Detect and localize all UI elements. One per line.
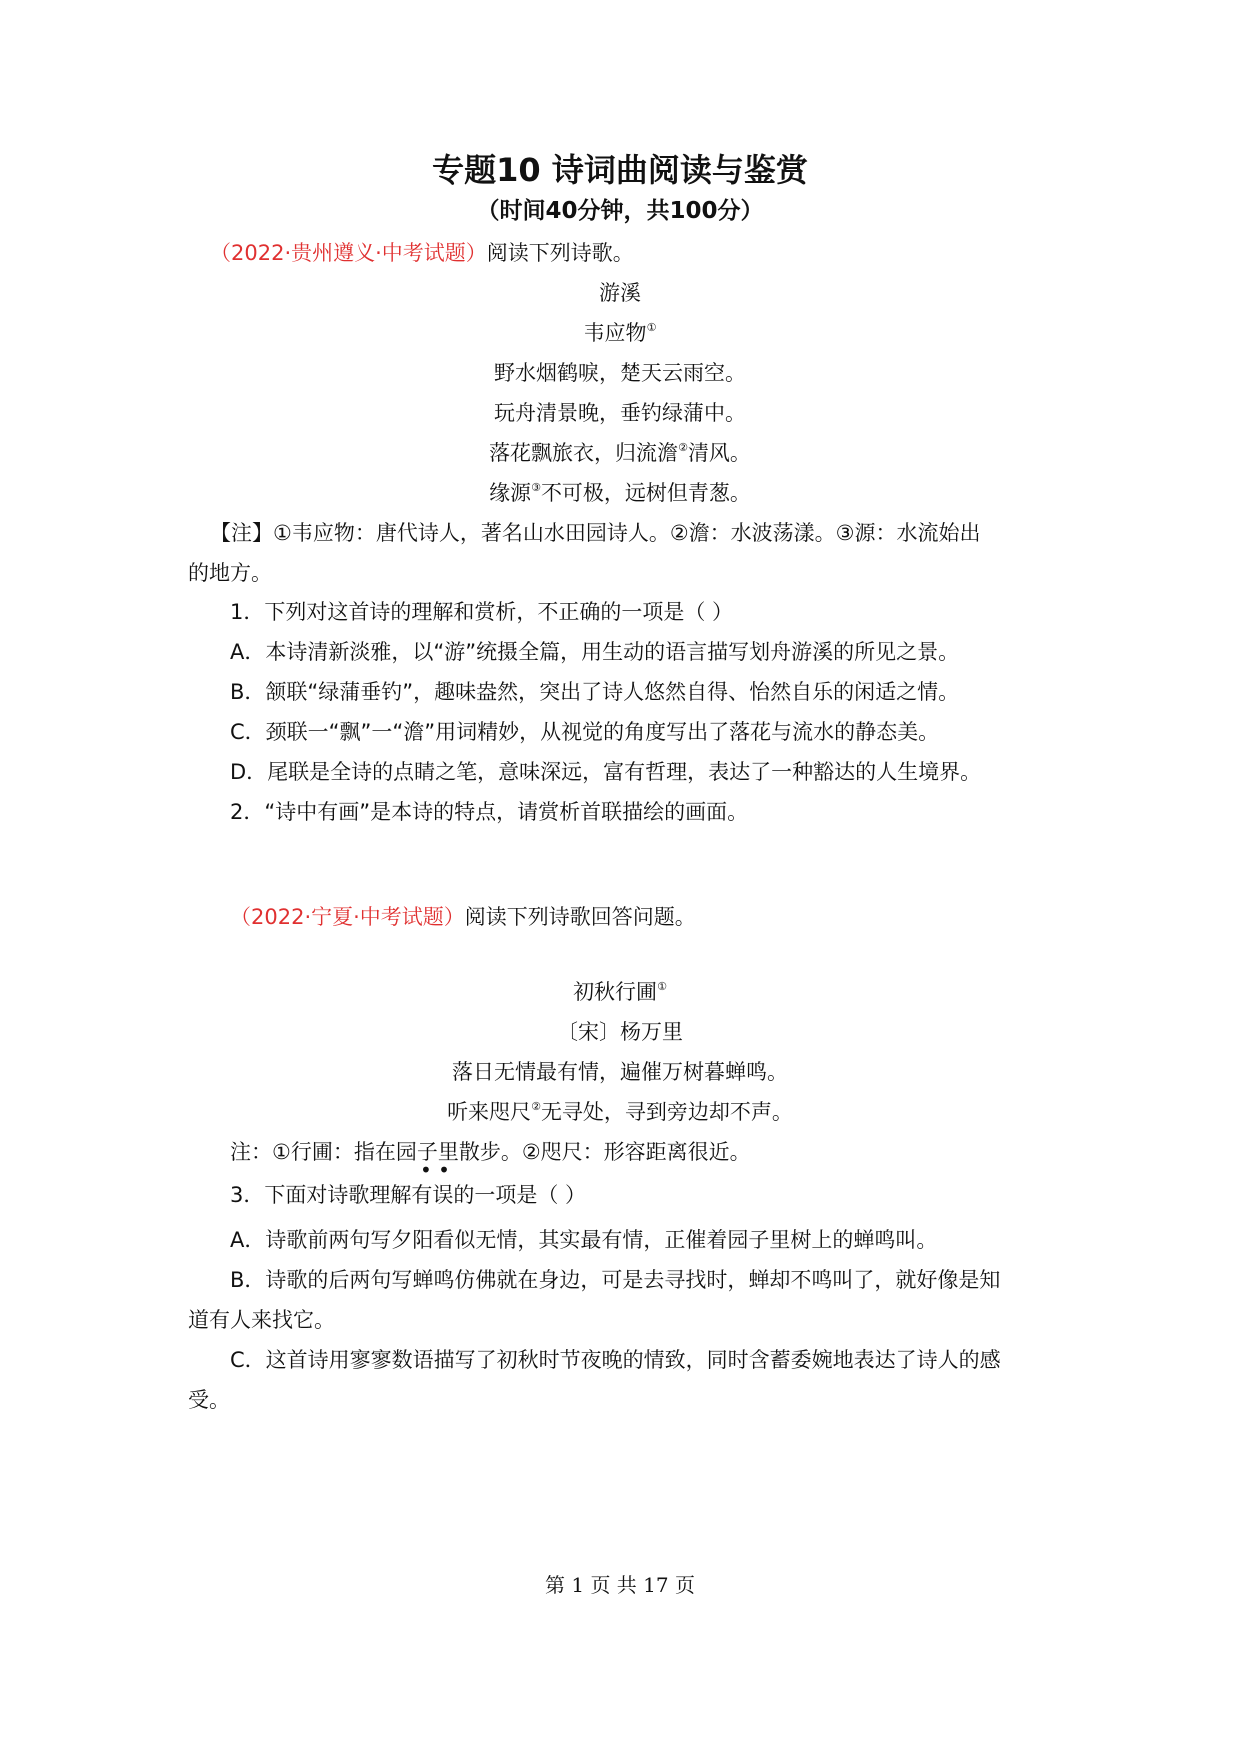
question-3-option-b: B．诗歌的后两句写蝉鸣仿佛就在身边，可是去寻找时，蝉却不鸣叫了，就好像是知 [230,1268,1001,1292]
question-3-option-b-continued: 道有人来找它。 [188,1308,335,1332]
question-1-option-c: C．颈联一“飘”一“澹”用词精妙，从视觉的角度写出了落花与流水的静态美。 [230,720,940,744]
poem2-line-1: 落日无情最有情，遍催万树暮蝉鸣。 [452,1060,788,1084]
poem1-line-2: 玩舟清景晚，垂钓绿蒲中。 [494,401,746,425]
question-2: 2．“诗中有画”是本诗的特点，请赏析首联描绘的画面。 [230,800,749,824]
question-3: 3．下面对诗歌理解有误的一项是（ ） [230,1183,587,1207]
poem2-line-2 [0,1097,1240,1127]
poem2-line-2-text-a: 听来咫尺 [447,1100,532,1124]
section1-source: （2022·贵州遵义·中考试题） [210,241,487,265]
poem2-title-line [0,977,1240,1007]
poem1-line-4-text-b: 不可极，远树但青葱。 [540,481,751,505]
poem1-line-4 [0,478,1240,508]
footnote-marker: ② [678,441,688,454]
poem1-line-3 [0,438,1240,468]
poem1-line-1: 野水烟鹤唳，楚天云雨空。 [494,361,746,385]
section2-header [230,902,696,932]
poem1-line-3-text-b: 清风。 [687,441,751,465]
question-3-option-c-continued: 受。 [188,1388,230,1412]
footnote-marker: ③ [531,481,541,494]
poem1-author-line [0,318,1240,348]
question-1-option-a: A．本诗清新淡雅，以“游”统摄全篇，用生动的语言描写划舟游溪的所见之景。 [230,640,960,664]
poem1-line-3-text-a: 落花飘旅衣，归流澹 [489,441,679,465]
section2-instruction: 阅读下列诗歌回答问题。 [464,905,696,929]
footnote-marker: ① [657,980,667,993]
footnote-marker: ② [531,1100,541,1113]
question-1-option-b: B．颔联“绿蒲垂钓”，趣味盎然，突出了诗人悠然自得、怡然自乐的闲适之情。 [230,680,960,704]
section1-header [210,238,634,268]
question-3-option-a: A．诗歌前两句写夕阳看似无情，其实最有情，正催着园子里树上的蝉鸣叫。 [230,1228,938,1252]
poem1-title: 游溪 [599,281,641,305]
poem2-line-2-text-b: 无寻处，寻到旁边却不声。 [540,1100,793,1124]
emphasis-dots: • • [420,1158,450,1182]
question-1-option-d: D．尾联是全诗的点睛之笔，意味深远，富有哲理，表达了一种豁达的人生境界。 [230,760,982,784]
poem1-line-4-text-a: 缘源 [489,481,532,505]
question-3-option-c: C．这首诗用寥寥数语描写了初秋时节夜晚的情致，同时含蓄委婉地表达了诗人的感 [230,1348,1001,1372]
poem2-notes: 注：①行圃：指在园子里散步。②咫尺：形容距离很近。 [230,1140,751,1164]
question-1: 1．下列对这首诗的理解和赏析，不正确的一项是（ ） [230,600,734,624]
page-footer: 第 1 页 共 17 页 [545,1573,695,1597]
section1-instruction: 阅读下列诗歌。 [486,241,634,265]
page-subtitle: （时间40分钟，共100分） [476,198,764,224]
poem1-notes-continued: 的地方。 [188,561,272,585]
poem2-author: 〔宋〕杨万里 [557,1020,683,1044]
page-title: 专题10 诗词曲阅读与鉴赏 [432,151,808,189]
poem2-title: 初秋行圃 [573,980,658,1004]
poem1-notes: 【注】①韦应物：唐代诗人，著名山水田园诗人。②澹：水波荡漾。③源：水流始出 [210,521,981,545]
poem1-author: 韦应物 [583,321,647,345]
footnote-marker: ① [646,321,657,334]
section2-source: （2022·宁夏·中考试题） [230,905,465,929]
